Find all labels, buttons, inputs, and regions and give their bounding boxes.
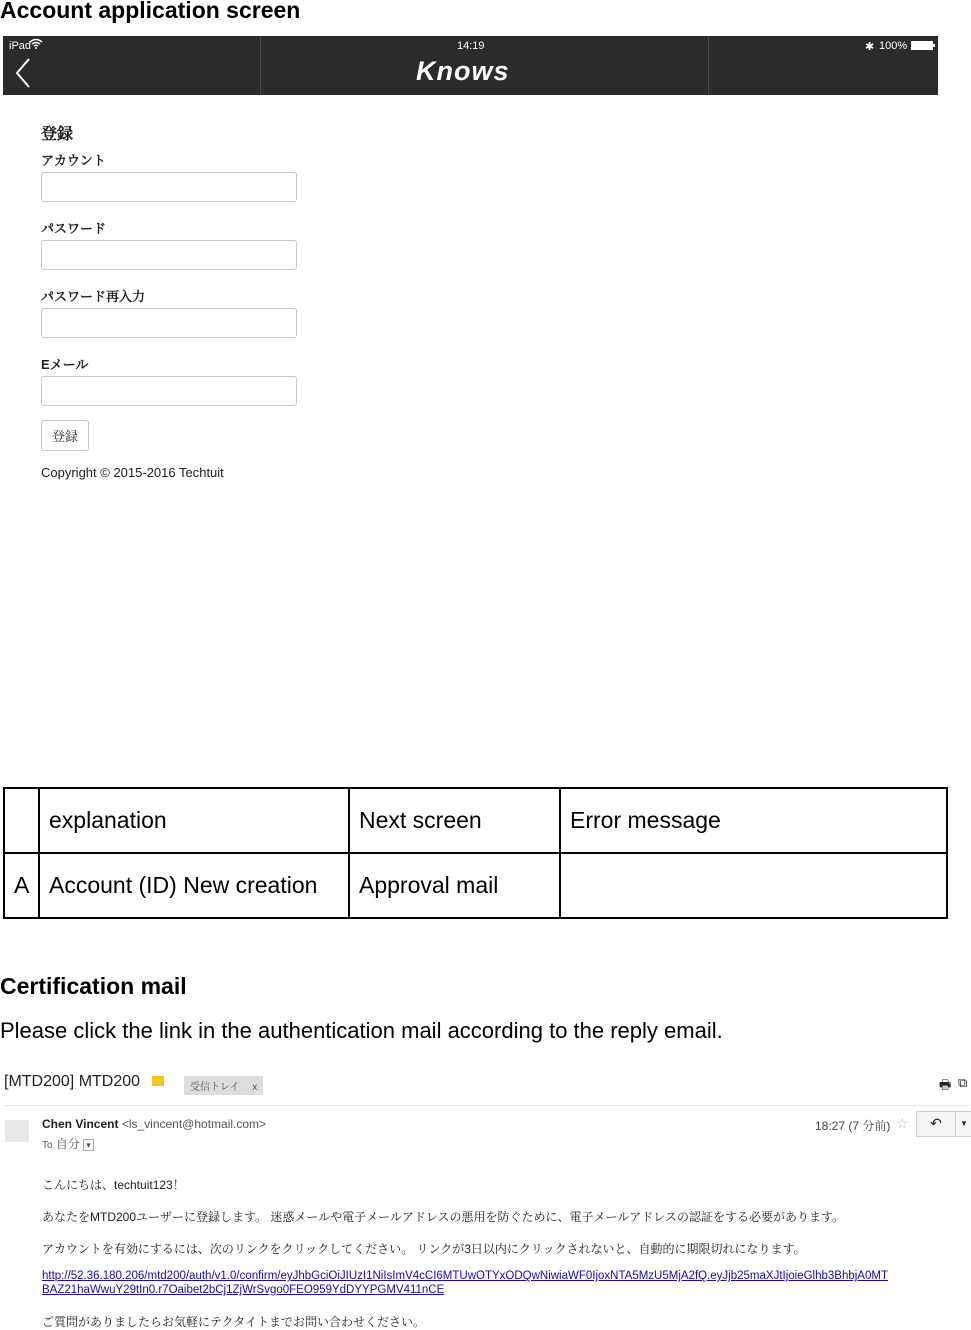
password-label: パスワード [41, 221, 107, 236]
device-label: iPad [9, 40, 32, 52]
password-input[interactable] [41, 240, 297, 270]
back-chevron-icon[interactable] [15, 58, 31, 93]
instruction-paragraph: Please click the link in the authentication mail according to the reply email. [0, 1018, 723, 1043]
email-subject: [MTD200] MTD200 [4, 1073, 141, 1090]
more-actions-chevron-down-icon[interactable]: ▾ [955, 1111, 971, 1137]
table-header-row [4, 788, 947, 853]
section-heading-account-application: Account application screen [0, 0, 301, 23]
reply-button[interactable]: ↶ [916, 1111, 956, 1137]
account-label: アカウント [41, 153, 106, 168]
confirmation-link-continued[interactable]: BAZ21haWwuY29tIn0.r7Oaibet2bCj1ZjWrSvgo0FEO959YdDYYPGMV411nCE [42, 1284, 445, 1296]
to-label: To [42, 1140, 53, 1151]
bluetooth-icon: ✱ [865, 41, 875, 53]
account-input[interactable] [41, 172, 297, 202]
to-value: 自分 [55, 1137, 80, 1151]
table-cell [560, 853, 947, 918]
recipient-line [42, 1135, 94, 1152]
email-screenshot [0, 1060, 971, 1329]
new-window-icon[interactable]: ⧉ [958, 1075, 968, 1090]
table-header-cell [4, 788, 39, 853]
table-row [4, 853, 947, 918]
table-header-cell: Next screen [349, 788, 560, 853]
explanation-table [3, 787, 948, 919]
wifi-icon [29, 38, 43, 52]
bar-divider [260, 36, 261, 95]
header-divider [4, 1105, 970, 1106]
avatar [5, 1120, 29, 1142]
status-time: 14:19 [457, 40, 485, 52]
sender-name: Chen Vincent [42, 1117, 119, 1131]
table-cell: A [4, 853, 39, 918]
star-icon[interactable]: ☆ [896, 1115, 909, 1131]
battery-icon [911, 41, 935, 53]
form-title: 登録 [41, 126, 74, 143]
email-closing: ご質問がありましたらお気軽にテクタイトまでお問い合わせください。 [42, 1315, 426, 1329]
table-cell: Account (ID) New creation [39, 853, 349, 918]
recipient-dropdown-icon[interactable]: ▾ [83, 1139, 94, 1151]
print-icon[interactable]: 🖶 [939, 1077, 952, 1092]
table-header-cell: explanation [39, 788, 349, 853]
confirmation-link[interactable]: http://52.36.180.206/mtd200/auth/v1.0/confirm/eyJhbGciOiJIUzI1NiIsImV4cCI6MTUwOTYxODQwNiwiaWF0IjoxNTA5MzU5MjA2fQ.eyJjb25maXJtIjoieGlhb3BhbjA0MT [42, 1270, 888, 1282]
bar-divider [708, 36, 709, 95]
copyright-text: Copyright © 2015-2016 Techtuit [41, 465, 224, 480]
password-confirm-label: パスワード再入力 [41, 289, 146, 304]
email-body-line: あなたをMTD200ユーザーに登録します。 迷惑メールや電子メールアドレスの悪用を防ぐために、電子メールアドレスの認証をする必要があります。 [42, 1210, 844, 1224]
ipad-navigation-bar [3, 36, 938, 95]
email-greeting: こんにちは、techtuit123！ [42, 1178, 185, 1192]
label-tag-icon [152, 1076, 164, 1086]
email-label: Eメール [41, 357, 89, 372]
email-body-line: アカウントを有効にするには、次のリンクをクリックしてください。 リンクが3日以内にクリックされないと、自動的に期限切れになります。 [42, 1242, 806, 1256]
battery-percent: 100% [879, 40, 908, 52]
password-confirm-input[interactable] [41, 308, 297, 338]
sender-line [42, 1117, 266, 1131]
inbox-label-remove[interactable]: x [252, 1082, 258, 1093]
inbox-label-text: 受信トレイ [190, 1082, 240, 1093]
table-header-cell: Error message [560, 788, 947, 853]
inbox-label[interactable] [184, 1076, 263, 1095]
email-timestamp: 18:27 (7 分前) [815, 1119, 891, 1133]
sender-email: <ls_vincent@hotmail.com> [121, 1117, 267, 1131]
register-button[interactable]: 登録 [41, 420, 89, 451]
email-input[interactable] [41, 376, 297, 406]
table-cell: Approval mail [349, 853, 560, 918]
brand-logo: Knows [416, 56, 510, 86]
section-heading-certification-mail: Certification mail [0, 973, 187, 999]
